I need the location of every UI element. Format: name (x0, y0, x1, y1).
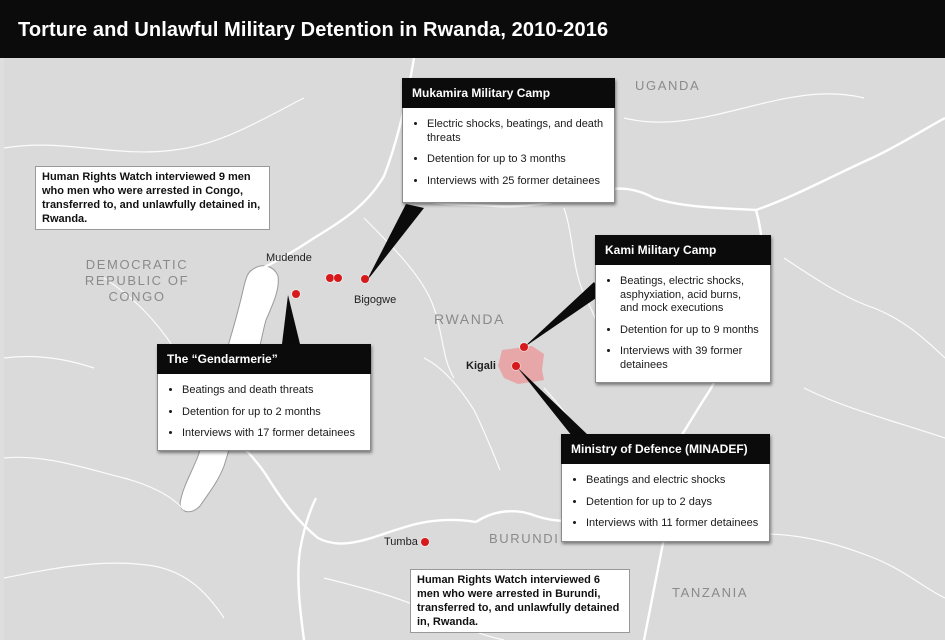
callout-gendarmerie-item: • Interviews with 17 former detainees (182, 427, 360, 441)
marker-gendarmerie[interactable] (292, 290, 300, 298)
callout-mukamira (402, 78, 615, 203)
callout-mukamira-item: • Electric shocks, beatings, and death threats (427, 118, 604, 145)
kigali-area (498, 346, 544, 384)
callout-gendarmerie-list (158, 374, 370, 449)
callout-gendarmerie (157, 344, 371, 451)
note-congo: Human Rights Watch interviewed 9 men who men who were arrested in Congo, transferred to, and unlawfully detained in, Rwanda. (35, 166, 270, 230)
label-tanzania: TANZANIA (672, 585, 749, 600)
callout-kami-item: • Beatings, electric shocks, asphyxiation, acid burns, and mock executions (620, 275, 760, 316)
marker-mudende-2[interactable] (334, 274, 342, 282)
label-drc-line-3: CONGO (108, 289, 166, 304)
callout-gendarmerie-item: • Detention for up to 2 months (182, 406, 360, 420)
label-drc-line-1: DEMOCRATIC (85, 257, 189, 272)
callout-minadef-title: Ministry of Defence (MINADEF) (561, 434, 770, 464)
pointer-gendarmerie (282, 295, 300, 344)
callout-gendarmerie-title: The “Gendarmerie” (157, 344, 371, 374)
callout-kami (595, 235, 771, 383)
pointer-minadef (517, 367, 589, 436)
marker-mudende-1[interactable] (326, 274, 334, 282)
place-bigogwe: Bigogwe (354, 294, 397, 306)
callout-minadef-list (562, 464, 769, 539)
label-drc (82, 257, 192, 305)
callout-minadef-item: • Detention for up to 2 days (586, 496, 759, 510)
callout-kami-item: • Detention for up to 9 months (620, 324, 760, 338)
label-burundi: BURUNDI (489, 531, 560, 546)
label-uganda: UGANDA (635, 78, 701, 93)
place-mudende: Mudende (266, 252, 312, 264)
callout-minadef (561, 434, 770, 542)
callout-gendarmerie-item: • Beatings and death threats (182, 384, 360, 398)
map-title: Torture and Unlawful Military Detention in Rwanda, 2010-2016 (0, 0, 945, 58)
marker-tumba[interactable] (421, 538, 429, 546)
marker-mukamira[interactable] (361, 275, 369, 283)
callout-mukamira-title: Mukamira Military Camp (402, 78, 615, 108)
label-rwanda: RWANDA (434, 311, 506, 327)
pointer-kami (523, 282, 602, 348)
callout-mukamira-item: • Interviews with 25 former detainees (427, 175, 604, 189)
callout-kami-list (596, 265, 770, 380)
place-kigali: Kigali (466, 360, 496, 372)
place-tumba: Tumba (384, 536, 418, 548)
callout-minadef-item: • Interviews with 11 former detainees (586, 517, 759, 531)
marker-minadef[interactable] (512, 362, 520, 370)
note-burundi: Human Rights Watch interviewed 6 men who were arrested in Burundi, transferred to, and unlawfully detained in, Rwanda. (410, 569, 630, 633)
callout-kami-item: • Interviews with 39 former detainees (620, 345, 760, 372)
pointer-mukamira (366, 204, 424, 282)
callout-mukamira-list (403, 108, 614, 196)
label-drc-line-2: REPUBLIC OF (84, 273, 190, 288)
callout-kami-title: Kami Military Camp (595, 235, 771, 265)
callout-minadef-item: • Beatings and electric shocks (586, 474, 759, 488)
marker-kami[interactable] (520, 343, 528, 351)
callout-mukamira-item: • Detention for up to 3 months (427, 153, 604, 167)
